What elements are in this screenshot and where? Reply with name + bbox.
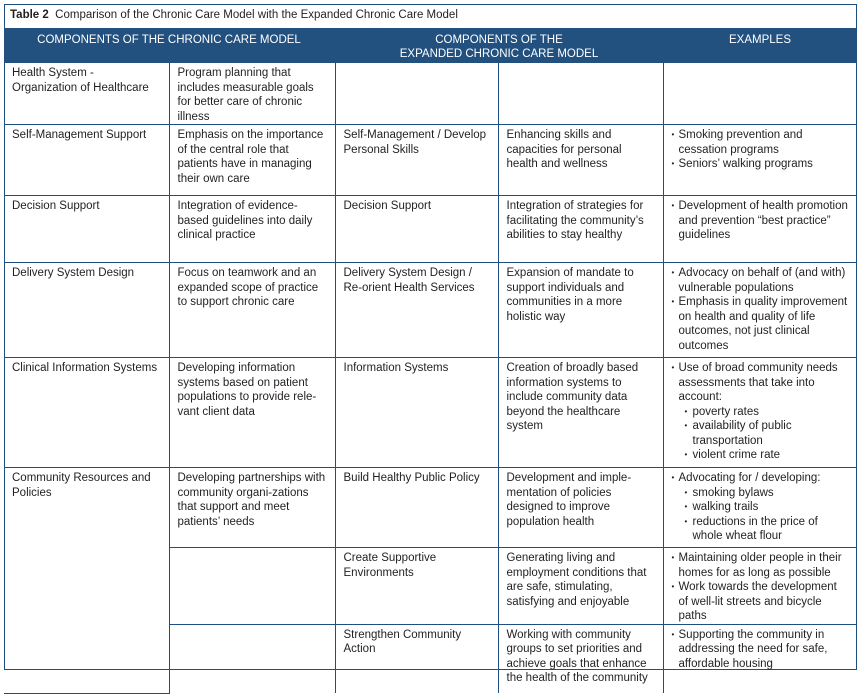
ccm-component: Self-Management Support — [4, 125, 169, 196]
table-label: Table 2 — [10, 9, 49, 21]
eccm-component: Information Systems — [335, 358, 498, 468]
sub-example-item: • poverty rates — [685, 405, 850, 420]
example-item: • Advocacy on behalf of (and with) vulnerable populations — [672, 266, 850, 295]
example-item — [672, 471, 850, 544]
examples-cell — [663, 263, 857, 358]
eccm-description: Generating living and employment conditions that are safe, stimulating, satisfying and enjoyable — [498, 548, 663, 625]
eccm-description: Enhancing skills and capacities for personal health and wellness — [498, 125, 663, 196]
table-header — [4, 28, 857, 63]
ccm-description: Integration of evidence-based guidelines into daily clinical practice — [169, 196, 335, 263]
example-text: Advocating for / developing: — [678, 472, 821, 484]
example-text: Use of broad community needs assessments that take into account: — [678, 362, 838, 403]
eccm-component: Create Supportive Environments — [335, 548, 498, 625]
eccm-description: Creation of broadly based information systems to include community data beyond the healthcare system — [498, 358, 663, 468]
eccm-component: Delivery System Design / Re-orient Health Services — [335, 263, 498, 358]
table-row — [4, 263, 857, 358]
eccm-component — [335, 63, 498, 125]
example-item: • Emphasis in quality improvement on health and quality of life outcomes, not just clinical outcomes — [672, 295, 850, 353]
example-item: • Development of health promotion and prevention “best practice” guidelines — [672, 199, 850, 243]
table-row — [4, 63, 857, 125]
table-caption — [10, 8, 458, 22]
header-ccm: COMPONENTS OF THE CHRONIC CARE MODEL — [37, 34, 301, 46]
ccm-description: Focus on teamwork and an expanded scope of practice to support chronic care — [169, 263, 335, 358]
ccm-component: Decision Support — [4, 196, 169, 263]
ccm-description — [169, 548, 335, 625]
example-item: • Seniors’ walking programs — [672, 157, 850, 172]
sub-example-item: • walking trails — [685, 500, 850, 515]
eccm-description — [498, 63, 663, 125]
comparison-table — [4, 63, 857, 694]
header-examples: EXAMPLES — [729, 34, 791, 46]
examples-cell — [663, 358, 857, 468]
eccm-description: Expansion of mandate to support individuals and communities in a more holistic way — [498, 263, 663, 358]
example-item — [672, 361, 850, 463]
sub-example-item: • reductions in the price of whole wheat flour — [685, 515, 850, 544]
eccm-component: Decision Support — [335, 196, 498, 263]
examples-cell — [663, 125, 857, 196]
eccm-description: Development and imple-mentation of policies designed to improve population health — [498, 468, 663, 548]
sub-example-item: • violent crime rate — [685, 448, 850, 463]
eccm-component: Build Healthy Public Policy — [335, 468, 498, 548]
ccm-component: Delivery System Design — [4, 263, 169, 358]
examples-cell — [663, 624, 857, 693]
sub-example-item: • availability of public transportation — [685, 419, 850, 448]
header-eccm-line1: COMPONENTS OF THE — [435, 34, 563, 46]
ccm-description: Emphasis on the importance of the central role that patients have in managing their own care — [169, 125, 335, 196]
header-eccm — [334, 33, 664, 61]
table-row — [4, 125, 857, 196]
table-row — [4, 196, 857, 263]
eccm-component: Self-Management / Develop Personal Skills — [335, 125, 498, 196]
example-item: • Supporting the community in addressing the need for safe, affordable housing — [672, 628, 850, 672]
examples-cell — [663, 468, 857, 548]
ccm-component: Community Resources and Policies — [4, 468, 169, 694]
examples-cell — [663, 548, 857, 625]
header-eccm-line2: EXPANDED CHRONIC CARE MODEL — [399, 48, 599, 60]
table-row — [4, 468, 857, 548]
examples-cell — [663, 196, 857, 263]
table-row — [4, 358, 857, 468]
eccm-description: Integration of strategies for facilitating the community’s abilities to stay healthy — [498, 196, 663, 263]
example-item: • Work towards the development of well-lit streets and bicycle paths — [672, 580, 850, 624]
sub-example-item: • smoking bylaws — [685, 486, 850, 501]
ccm-description: Developing partnerships with community organi-zations that support and meet patients’ needs — [169, 468, 335, 548]
ccm-component: Clinical Information Systems — [4, 358, 169, 468]
table-title: Comparison of the Chronic Care Model with the Expanded Chronic Care Model — [55, 9, 458, 21]
eccm-description: Working with community groups to set priorities and achieve goals that enhance the health of the community — [498, 624, 663, 693]
example-item: • Smoking prevention and cessation programs — [672, 128, 850, 157]
ccm-component: Health System - Organization of Healthcare — [4, 63, 169, 125]
ccm-description: Program planning that includes measurable goals for better care of chronic illness — [169, 63, 335, 125]
example-item: • Maintaining older people in their homes for as long as possible — [672, 551, 850, 580]
eccm-component: Strengthen Community Action — [335, 624, 498, 693]
ccm-description — [169, 624, 335, 693]
ccm-description: Developing information systems based on patient populations to provide rele-vant client data — [169, 358, 335, 468]
examples-cell — [663, 63, 857, 125]
